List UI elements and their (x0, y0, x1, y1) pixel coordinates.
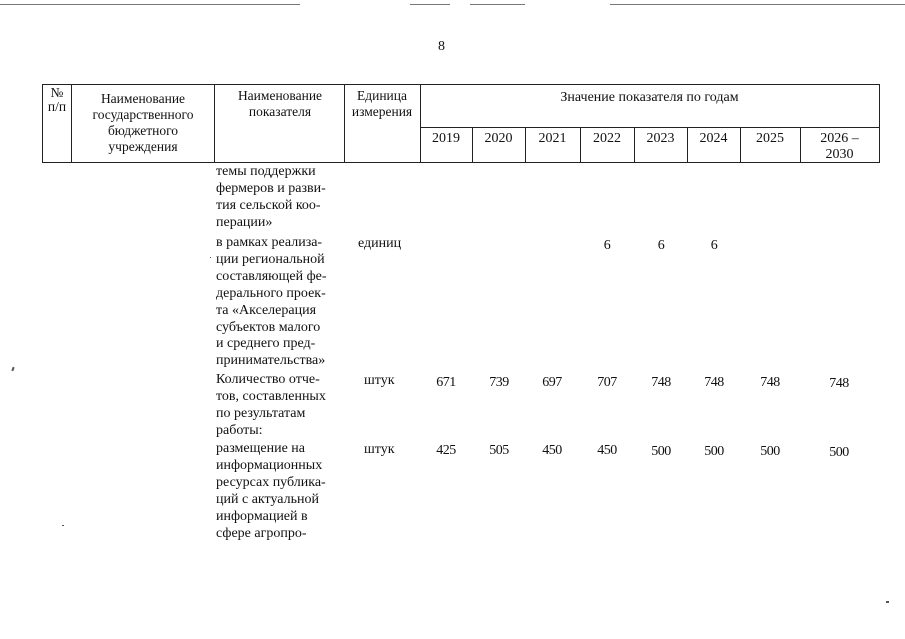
header-institution: Наименование государственного бюджетного учреждения (92, 91, 194, 154)
header-values-group: Значение показателя по годам (560, 90, 739, 105)
year-2021: 2021 (538, 131, 567, 146)
indicator-line: в рамках реализа- (216, 235, 323, 250)
unit-cell: единиц (358, 236, 402, 251)
value-cell: 505 (489, 443, 509, 458)
indicator-line: сфере агропро- (216, 525, 307, 541)
indicator-text (216, 441, 340, 542)
unit-cell: штук (364, 373, 395, 388)
value-cell: 500 (760, 444, 780, 459)
indicator-line: ции региональной (216, 251, 325, 267)
indicator-line: дерального проек- (216, 285, 326, 301)
scan-edge-line (0, 4, 300, 5)
year-2022: 2022 (593, 131, 621, 146)
indicator-text (216, 235, 340, 370)
value-cell: 707 (597, 375, 617, 390)
value-cell: 739 (489, 375, 509, 390)
value-cell: 748 (760, 375, 780, 390)
indicator-line: информационных (216, 457, 323, 473)
indicator-text (216, 164, 340, 232)
unit-cell: штук (364, 442, 395, 457)
value-cell: 500 (829, 445, 849, 460)
value-cell: 671 (436, 375, 456, 390)
indicator-line: ций с актуальной (216, 491, 319, 507)
page-number: 8 (438, 39, 445, 54)
scan-edge-line (610, 4, 905, 5)
year-2025: 2025 (756, 131, 784, 146)
year-2020: 2020 (484, 131, 513, 146)
indicator-line: работы: (216, 422, 263, 438)
indicator-line: составляющей фе- (216, 268, 327, 284)
year-2024: 2024 (699, 131, 728, 146)
indicator-line: принимательства» (216, 353, 326, 369)
value-cell: 500 (651, 444, 671, 459)
scan-speck (11, 367, 14, 371)
value-cell: 748 (829, 376, 849, 391)
value-cell: 450 (542, 443, 562, 458)
scan-speck (62, 525, 64, 526)
scan-edge-line (470, 4, 525, 5)
value-cell: 6 (710, 238, 718, 253)
indicator-line: Количество отче- (216, 372, 320, 387)
value-cell: 425 (436, 443, 456, 458)
scan-edge-line (410, 4, 450, 5)
value-cell: 748 (704, 375, 724, 390)
indicator-line: тия сельской коо- (216, 197, 321, 213)
scan-speck (210, 257, 211, 258)
year-2026-2030: 2026 – 2030 (820, 131, 859, 162)
value-cell: 697 (542, 375, 562, 390)
indicator-line: размещение на (216, 441, 306, 456)
indicator-line: субъектов малого (216, 319, 321, 335)
indicator-line: информацией в (216, 508, 308, 524)
indicator-line: и среднего пред- (216, 336, 316, 352)
value-cell: 748 (651, 375, 671, 390)
value-cell: 450 (597, 443, 617, 458)
indicator-line: по результатам (216, 405, 306, 421)
scan-speck (886, 601, 889, 603)
indicator-line: темы поддержки (216, 164, 316, 179)
indicator-line: тов, составленных (216, 388, 326, 404)
value-cell: 6 (603, 238, 611, 253)
indicator-line: та «Акселерация (216, 302, 317, 318)
header-indicator: Наименование показателя (237, 88, 323, 119)
value-cell: 6 (657, 238, 665, 253)
indicator-text (216, 372, 340, 440)
indicator-line: ресурсах публика- (216, 474, 326, 490)
header-num: № п/п (47, 85, 67, 114)
year-2023: 2023 (646, 131, 675, 146)
header-unit: Единица измерения (351, 88, 413, 119)
indicator-line: перации» (216, 214, 273, 230)
indicator-line: фермеров и разви- (216, 180, 326, 196)
year-2019: 2019 (432, 131, 460, 146)
value-cell: 500 (704, 444, 724, 459)
